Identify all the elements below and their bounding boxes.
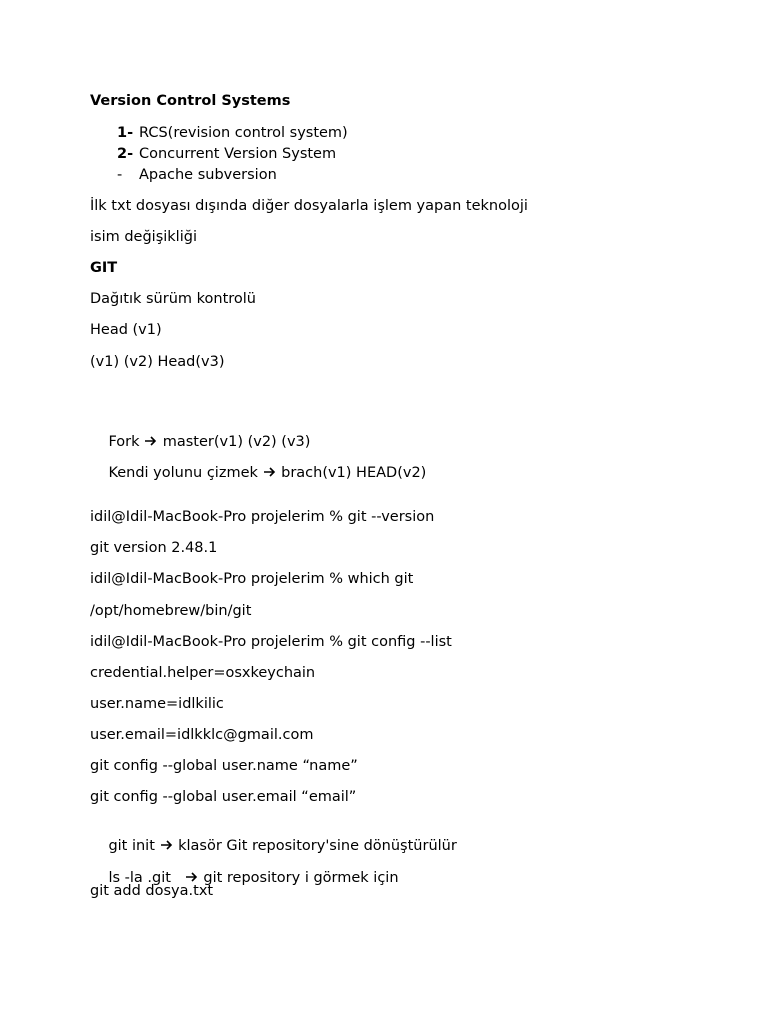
terminal-git-version-cmd: idil@Idil-MacBook-Pro projelerim % git --version: [90, 509, 435, 525]
kendi-branch: brach(v1) HEAD(v2): [276, 465, 427, 481]
kendi-label: Kendi yolunu çizmek: [108, 465, 263, 481]
paragraph-head-v3: (v1) (v2) Head(v3): [90, 354, 225, 370]
list-marker-2: 2-: [117, 146, 134, 162]
fork-label: Fork: [108, 434, 145, 450]
fork-versions: master(v1) (v2) (v3): [158, 434, 311, 450]
kendi-line: [90, 446, 426, 500]
list-item-svn: Apache subversion: [139, 167, 277, 183]
terminal-which-git-output: /opt/homebrew/bin/git: [90, 603, 252, 619]
git-init-desc: klasör Git repository'sine dönüştürülür: [173, 838, 457, 854]
paragraph-distributed: Dağıtık sürüm kontrolü: [90, 291, 256, 307]
ls-git-desc: git repository i görmek için: [198, 870, 399, 886]
list-item-cvs: Concurrent Version System: [139, 146, 337, 162]
config-global-email: git config --global user.email “email”: [90, 789, 357, 805]
terminal-credential-helper: credential.helper=osxkeychain: [90, 665, 316, 681]
terminal-which-git-cmd: idil@Idil-MacBook-Pro projelerim % which git: [90, 571, 414, 587]
git-init-cmd: git init: [108, 838, 160, 854]
list-marker-1: 1-: [117, 125, 134, 141]
git-add-line: git add dosya.txt: [90, 883, 214, 899]
terminal-git-version-output: git version 2.48.1: [90, 540, 218, 556]
terminal-config-list-cmd: idil@Idil-MacBook-Pro projelerim % git config --list: [90, 634, 452, 650]
paragraph-head-v1: Head (v1): [90, 322, 162, 338]
right-arrow-icon: [263, 464, 277, 482]
document-heading: Version Control Systems: [90, 93, 291, 109]
terminal-user-email: user.email=idlkklc@gmail.com: [90, 727, 314, 743]
ls-git-cmd: ls -la .git: [108, 870, 185, 886]
paragraph-first-tech: İlk txt dosyası dışında diğer dosyalarla işlem yapan teknoloji: [90, 198, 528, 214]
list-item-rcs: RCS(revision control system): [139, 125, 348, 141]
git-heading: GIT: [90, 260, 118, 276]
config-global-name: git config --global user.name “name”: [90, 758, 358, 774]
paragraph-name-change: isim değişikliği: [90, 229, 197, 245]
terminal-user-name: user.name=idlkilic: [90, 696, 224, 712]
list-marker-dash: -: [117, 167, 123, 183]
